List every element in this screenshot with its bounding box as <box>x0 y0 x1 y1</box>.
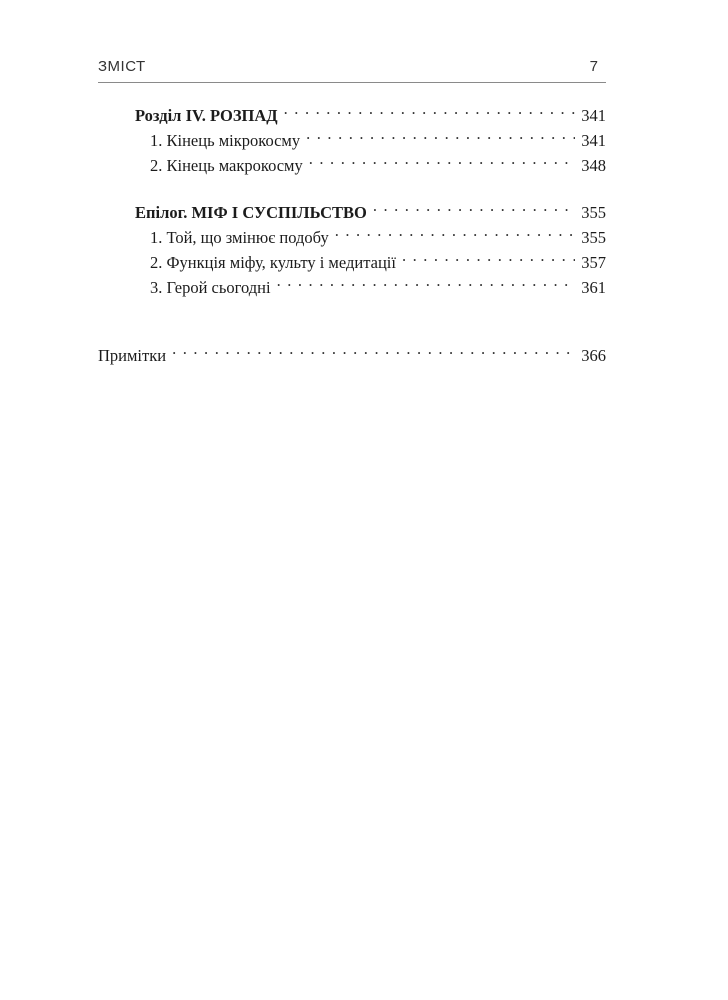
toc-entry-title: Примітки <box>98 346 167 365</box>
toc-entry-page: 341 <box>581 106 606 125</box>
dot-leader <box>335 218 576 243</box>
toc-entry-title: Епілог. МІФ І СУСПІЛЬСТВО <box>135 203 367 222</box>
dot-leader <box>373 193 575 218</box>
running-head <box>98 56 606 83</box>
toc-entry-part4[interactable] <box>98 96 606 125</box>
toc-entry-title: 1. Той, що змінює подобу <box>150 228 329 247</box>
toc-entry-page: 361 <box>581 278 606 297</box>
toc-entry-page: 341 <box>581 131 606 150</box>
dot-leader <box>284 96 576 121</box>
toc-entry-title: 2. Функція міфу, культу і медитації <box>150 253 396 272</box>
toc-entry-epilogue[interactable] <box>98 193 606 222</box>
dot-leader <box>402 243 575 268</box>
toc-entry-title: 3. Герой сьогодні <box>150 278 271 297</box>
toc-entry-title: Розділ IV. РОЗПАД <box>135 106 278 125</box>
dot-leader <box>309 146 576 171</box>
dot-leader <box>306 121 575 146</box>
dot-leader <box>277 268 576 293</box>
running-head-title: ЗМІСТ <box>98 58 146 75</box>
toc-entry-notes[interactable] <box>98 336 606 365</box>
toc-entry-title: 1. Кінець мікрокосму <box>150 131 301 150</box>
page-number: 7 <box>589 58 598 75</box>
toc-entry-page: 355 <box>581 203 606 222</box>
toc-entry-title: 2. Кінець макрокосму <box>150 156 303 175</box>
toc-entry-page: 366 <box>581 346 606 365</box>
toc-entry-page: 355 <box>581 228 606 247</box>
table-of-contents <box>98 96 606 365</box>
dot-leader <box>172 336 575 361</box>
toc-entry-page: 357 <box>581 253 606 272</box>
toc-entry-page: 348 <box>581 156 606 175</box>
